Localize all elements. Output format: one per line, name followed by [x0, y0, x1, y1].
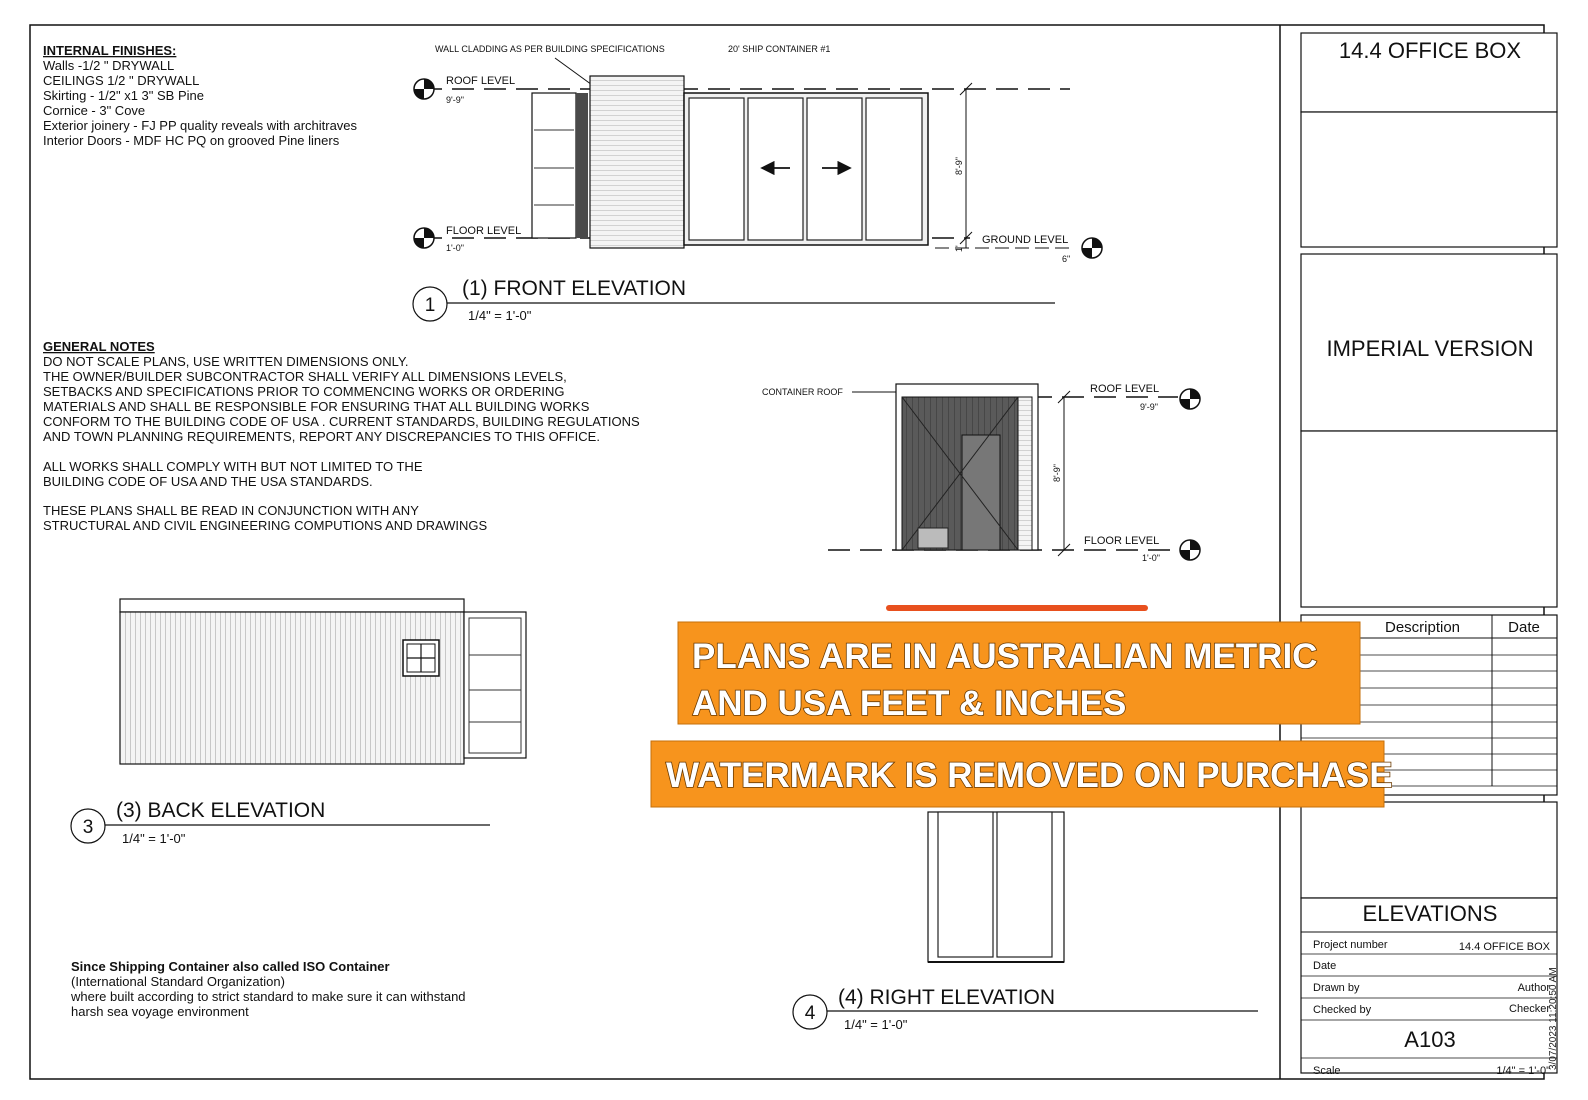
- rev-description-header: Description: [1385, 619, 1461, 636]
- right-door-panel: [938, 812, 993, 957]
- side-furniture: [918, 528, 948, 548]
- checked-by-value: Checker: [1509, 1003, 1550, 1015]
- metric-banner-line2: AND USA FEET & INCHES: [692, 684, 1127, 723]
- right-elevation: [793, 812, 1258, 1032]
- view-title: (3) BACK ELEVATION: [116, 799, 326, 822]
- hidden-title-accent: [886, 605, 1148, 611]
- front-dark-post: [576, 93, 588, 238]
- internal-finishes-notes: [43, 43, 358, 148]
- right-door-panel: [997, 812, 1052, 957]
- drawn-by-value: Author: [1517, 982, 1550, 994]
- wall-cladding-label: WALL CLADDING AS PER BUILDING SPECIFICATIONS: [435, 44, 665, 54]
- back-deck-frame: [464, 612, 526, 758]
- note-line: BUILDING CODE OF USA AND THE USA STANDARDS.: [43, 474, 373, 489]
- iso-note-line: harsh sea voyage environment: [71, 1004, 249, 1019]
- side-roof-level-value: 9'-9": [1140, 402, 1158, 412]
- height-dimension: 8'-9": [954, 157, 964, 175]
- note-line: SETBACKS AND SPECIFICATIONS PRIOR TO COMMENCING WORKS OR ORDERING: [43, 384, 565, 399]
- finish-line: Exterior joinery - FJ PP quality reveals with architraves: [43, 118, 358, 133]
- back-container-body: [120, 612, 464, 764]
- note-line: DO NOT SCALE PLANS, USE WRITTEN DIMENSIONS ONLY.: [43, 354, 409, 369]
- floor-level-label: FLOOR LEVEL: [446, 225, 522, 237]
- date-label: Date: [1313, 960, 1337, 972]
- iso-note-line: (International Standard Organization): [71, 974, 285, 989]
- internal-finishes-heading: INTERNAL FINISHES:: [43, 43, 177, 58]
- ground-level-marker-icon: [1082, 238, 1102, 258]
- side-door: [962, 435, 1000, 550]
- iso-note-line: where built according to strict standard to make sure it can withstand: [71, 989, 466, 1004]
- title-block: [1301, 33, 1557, 1077]
- base-dimension: 1': [954, 245, 964, 252]
- container-label: 20' SHIP CONTAINER #1: [728, 44, 831, 54]
- iso-container-note: [70, 959, 466, 1019]
- logo-box: [1301, 802, 1557, 898]
- view-number: 4: [804, 1003, 816, 1024]
- view-number: 1: [424, 295, 436, 316]
- finish-line: Walls -1/2 " DRYWALL: [43, 58, 175, 73]
- checked-by-label: Checked by: [1313, 1004, 1372, 1016]
- iso-note-heading: Since Shipping Container also called ISO Container: [71, 959, 390, 974]
- side-floor-level-label: FLOOR LEVEL: [1084, 535, 1160, 547]
- side-height-dimension: 8'-9": [1052, 464, 1062, 482]
- roof-level-value: 9'-9": [446, 95, 464, 105]
- watermark-banner-text: WATERMARK IS REMOVED ON PURCHASE: [666, 756, 1393, 795]
- client-box: [1301, 112, 1557, 247]
- note-line: STRUCTURAL AND CIVIL ENGINEERING COMPUTIONS AND DRAWINGS: [43, 518, 488, 533]
- side-floor-level-value: 1'-0": [1142, 553, 1160, 563]
- container-roof-label: CONTAINER ROOF: [762, 387, 843, 397]
- view-title: (1) FRONT ELEVATION: [462, 277, 687, 300]
- drawn-by-label: Drawn by: [1313, 982, 1360, 994]
- scale-value: 1/4" = 1'-0": [1496, 1065, 1550, 1077]
- glass-panel: [689, 98, 744, 240]
- ground-level-label: GROUND LEVEL: [982, 234, 1069, 246]
- glass-panel: [748, 98, 803, 240]
- general-notes-heading: GENERAL NOTES: [43, 339, 155, 354]
- note-line: THE OWNER/BUILDER SUBCONTRACTOR SHALL VERIFY ALL DIMENSIONS LEVELS,: [43, 369, 567, 384]
- note-line: AND TOWN PLANNING REQUIREMENTS, REPORT ANY DISCREPANCIES TO THIS OFFICE.: [43, 429, 600, 444]
- sheet-name: ELEVATIONS: [1362, 901, 1498, 926]
- version-label: IMPERIAL VERSION: [1326, 336, 1534, 361]
- general-notes: [43, 339, 640, 533]
- view-scale: 1/4" = 1'-0": [844, 1017, 908, 1032]
- side-roof-level-label: ROOF LEVEL: [1090, 383, 1160, 395]
- roof-level-marker-icon: [414, 79, 434, 99]
- view-scale: 1/4" = 1'-0": [468, 308, 532, 323]
- project-number-label: Project number: [1313, 939, 1388, 951]
- print-timestamp: 3/07/2023 11:20:50 AM: [1548, 967, 1559, 1070]
- finish-line: Skirting - 1/2" x1 3" SB Pine: [43, 88, 204, 103]
- note-line: MATERIALS AND SHALL BE RESPONSIBLE FOR ENSURING THAT ALL BUILDING WORKS: [43, 399, 590, 414]
- roof-level-label: ROOF LEVEL: [446, 75, 516, 87]
- side-right-cladding: [1018, 397, 1032, 550]
- front-cladding-panel: [590, 76, 684, 248]
- project-number-value: 14.4 OFFICE BOX: [1458, 941, 1550, 953]
- side-elevation: [762, 383, 1200, 563]
- front-deck-frame: [532, 93, 576, 238]
- glass-panel: [807, 98, 862, 240]
- finish-line: Cornice - 3" Cove: [43, 103, 146, 118]
- scale-label: Scale: [1313, 1065, 1341, 1077]
- project-name: 14.4 OFFICE BOX: [1338, 38, 1522, 63]
- glass-panel: [866, 98, 922, 240]
- floor-level-marker-icon: [414, 228, 434, 248]
- side-floor-marker-icon: [1180, 540, 1200, 560]
- back-container-roof: [120, 599, 464, 612]
- finish-line: CEILINGS 1/2 " DRYWALL: [43, 73, 200, 88]
- metric-banner-line1: PLANS ARE IN AUSTRALIAN METRIC: [692, 637, 1318, 676]
- view-number: 3: [82, 817, 94, 838]
- note-line: CONFORM TO THE BUILDING CODE OF USA . CURRENT STANDARDS, BUILDING REGULATIONS: [43, 414, 640, 429]
- purchase-banners: [651, 605, 1393, 807]
- view-title: (4) RIGHT ELEVATION: [838, 986, 1056, 1009]
- ground-level-value: 6": [1062, 254, 1071, 264]
- front-elevation: [413, 44, 1102, 323]
- view-scale: 1/4" = 1'-0": [122, 831, 186, 846]
- rev-date-header: Date: [1508, 619, 1540, 636]
- note-line: THESE PLANS SHALL BE READ IN CONJUNCTION WITH ANY: [43, 503, 419, 518]
- side-roof-marker-icon: [1180, 389, 1200, 409]
- note-line: ALL WORKS SHALL COMPLY WITH BUT NOT LIMITED TO THE: [43, 459, 423, 474]
- blank-box: [1301, 431, 1557, 607]
- back-elevation: [71, 599, 526, 846]
- sheet-number: A103: [1404, 1027, 1456, 1052]
- finish-line: Interior Doors - MDF HC PQ on grooved Pine liners: [43, 133, 340, 148]
- floor-level-value: 1'-0": [446, 243, 464, 253]
